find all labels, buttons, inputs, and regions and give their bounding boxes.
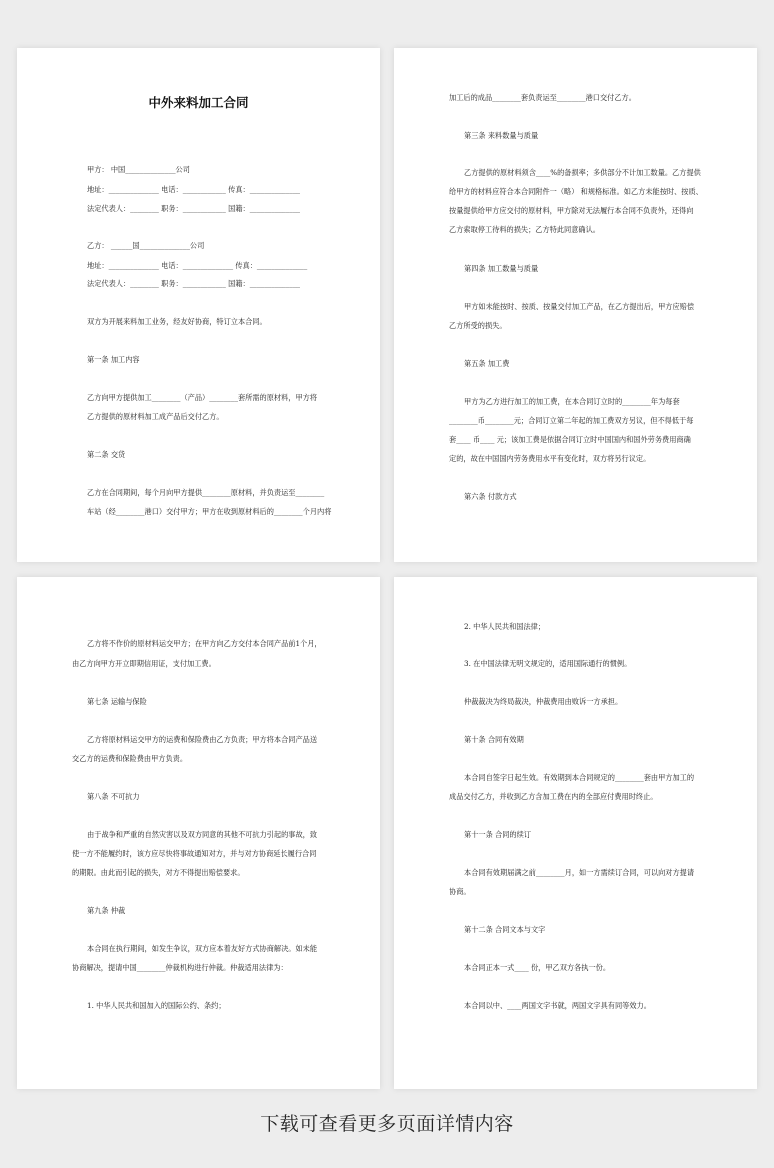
paragraph-line: 甲方为乙方进行加工的加工费，在本合同订立时的________年为每套 [464, 397, 680, 406]
paragraph-line: 成品交付乙方，并收到乙方含加工费在内的全部应付费用时终止。 [449, 792, 658, 801]
paragraph-line: 2. 中华人民共和国法律； [464, 622, 546, 631]
paragraph-line: 乙方所受的损失。 [449, 321, 507, 330]
paragraph-line: 乙方将原材料运交甲方的运费和保险费由乙方负责；甲方将本合同产品送 [87, 735, 318, 744]
article-heading: 第八条 不可抗力 [87, 792, 140, 801]
paragraph-line: 乙方在合同期间，每个月向甲方提供________原材料，并负责运至________ [87, 488, 325, 497]
party-b-name: 乙方： ______国______________公司 [87, 241, 205, 250]
party-a-contact: 地址：______________ 电话：____________ 传真：______________ [87, 185, 301, 194]
paragraph-line: 车站（经________港口）交付甲方；甲方在收到原材料后的________个月内将 [87, 507, 332, 516]
article-heading: 第十条 合同有效期 [464, 735, 524, 744]
paragraph-line: 由于战争和严重的自然灾害以及双方同意的其他不可抗力引起的事故，致 [87, 830, 318, 839]
paragraph-line: 乙方提供的原材料加工成产品后交付乙方。 [87, 412, 224, 421]
article-heading: 第六条 付款方式 [464, 492, 517, 501]
party-a-representative: 法定代表人：________ 职务：____________ 国籍：______________ [87, 204, 301, 213]
paragraph-line: 给甲方的材料应符合本合同附件一（略） 和规格标准。如乙方未能按时、按质、 [449, 187, 703, 196]
paragraph-line: 套____ 币____ 元；该加工费是依据合同订立时中国国内和国外劳务费用商确 [449, 435, 691, 444]
document-page-1 [17, 48, 380, 562]
paragraph-line: 本合同自签字日起生效。有效期到本合同规定的________套由甲方加工的 [464, 773, 695, 782]
article-heading: 第三条 来料数量与质量 [464, 131, 539, 140]
document-page-3 [17, 577, 380, 1089]
paragraph-line: 协商解决，提请中国________仲裁机构进行仲裁。仲裁适用法律为： [72, 963, 288, 972]
paragraph-line: 1. 中华人民共和国加入的国际公约、条约； [87, 1001, 226, 1010]
party-a-name: 甲方： 中国______________公司 [87, 165, 190, 174]
paragraph-line: 本合同以中、____两国文字书就，两国文字具有同等效力。 [464, 1001, 651, 1010]
paragraph-line: 乙方将不作价的原材料运交甲方；在甲方向乙方交付本合同产品前1个月， [87, 639, 322, 648]
paragraph-line: 乙方提供的原材料须含____%的备损率；多供部分不计加工数量。乙方提供 [464, 168, 701, 177]
paragraph-line: 本合同有效期届满之前________月，如一方需续订合同，可以向对方提请 [464, 868, 695, 877]
paragraph-line: 本合同在执行期间，如发生争议，双方应本着友好方式协商解决。如未能 [87, 944, 318, 953]
paragraph-line: 由乙方向甲方开立即期信用证，支付加工费。 [72, 659, 216, 668]
paragraph-line: 的期限。由此而引起的损失，对方不得提出赔偿要求。 [72, 868, 245, 877]
paragraph-line: 乙方索取停工待料的损失；乙方特此同意确认。 [449, 225, 600, 234]
paragraph-line: 本合同正本一式____ 份，甲乙双方各执一份。 [464, 963, 611, 972]
document-page-2 [394, 48, 757, 562]
paragraph-line: 交乙方的运费和保险费由甲方负责。 [72, 754, 188, 763]
article-heading: 第一条 加工内容 [87, 355, 140, 364]
download-more-caption: 下载可查看更多页面详情内容 [260, 1113, 514, 1135]
article-heading: 第五条 加工费 [464, 359, 510, 368]
paragraph-line: 甲方如未能按时、按质、按量交付加工产品，在乙方提出后，甲方应赔偿 [464, 302, 695, 311]
paragraph-line: 加工后的成品________套负责运至________港口交付乙方。 [449, 93, 636, 102]
article-heading: 第十一条 合同的续订 [464, 830, 531, 839]
paragraph-line: 仲裁裁决为终局裁决，仲裁费用由败诉一方承担。 [464, 697, 623, 706]
paragraph-line: 协商。 [449, 887, 471, 896]
article-heading: 第二条 交货 [87, 450, 126, 459]
paragraph-line: 定的，故在中国国内劳务费用水平有变化时，双方将另行议定。 [449, 454, 651, 463]
article-heading: 第九条 仲裁 [87, 906, 126, 915]
article-heading: 第四条 加工数量与质量 [464, 264, 539, 273]
party-b-contact: 地址：______________ 电话：______________ 传真：______________ [87, 261, 308, 270]
paragraph-line: 乙方向甲方提供加工________（产品）________套所需的原材料，甲方将 [87, 393, 318, 402]
preamble: 双方为开展来料加工业务，经友好协商，特订立本合同。 [87, 317, 267, 326]
article-heading: 第七条 运输与保险 [87, 697, 147, 706]
document-title: 中外来料加工合同 [148, 95, 249, 110]
paragraph-line: ________币________元；合同订立第二年起的加工费双方另议，但不得低于每 [449, 416, 694, 425]
party-b-representative: 法定代表人：________ 职务：____________ 国籍：______________ [87, 279, 301, 288]
document-page-4 [394, 577, 757, 1089]
paragraph-line: 使一方不能履约时，该方应尽快将事故通知对方，并与对方协商延长履行合同 [72, 849, 317, 858]
paragraph-line: 按量提供给甲方应交付的原材料，甲方除对无法履行本合同不负责外，还得向 [449, 206, 694, 215]
article-heading: 第十二条 合同文本与文字 [464, 925, 546, 934]
paragraph-line: 3. 在中国法律无明文规定的，适用国际通行的惯例。 [464, 659, 632, 668]
